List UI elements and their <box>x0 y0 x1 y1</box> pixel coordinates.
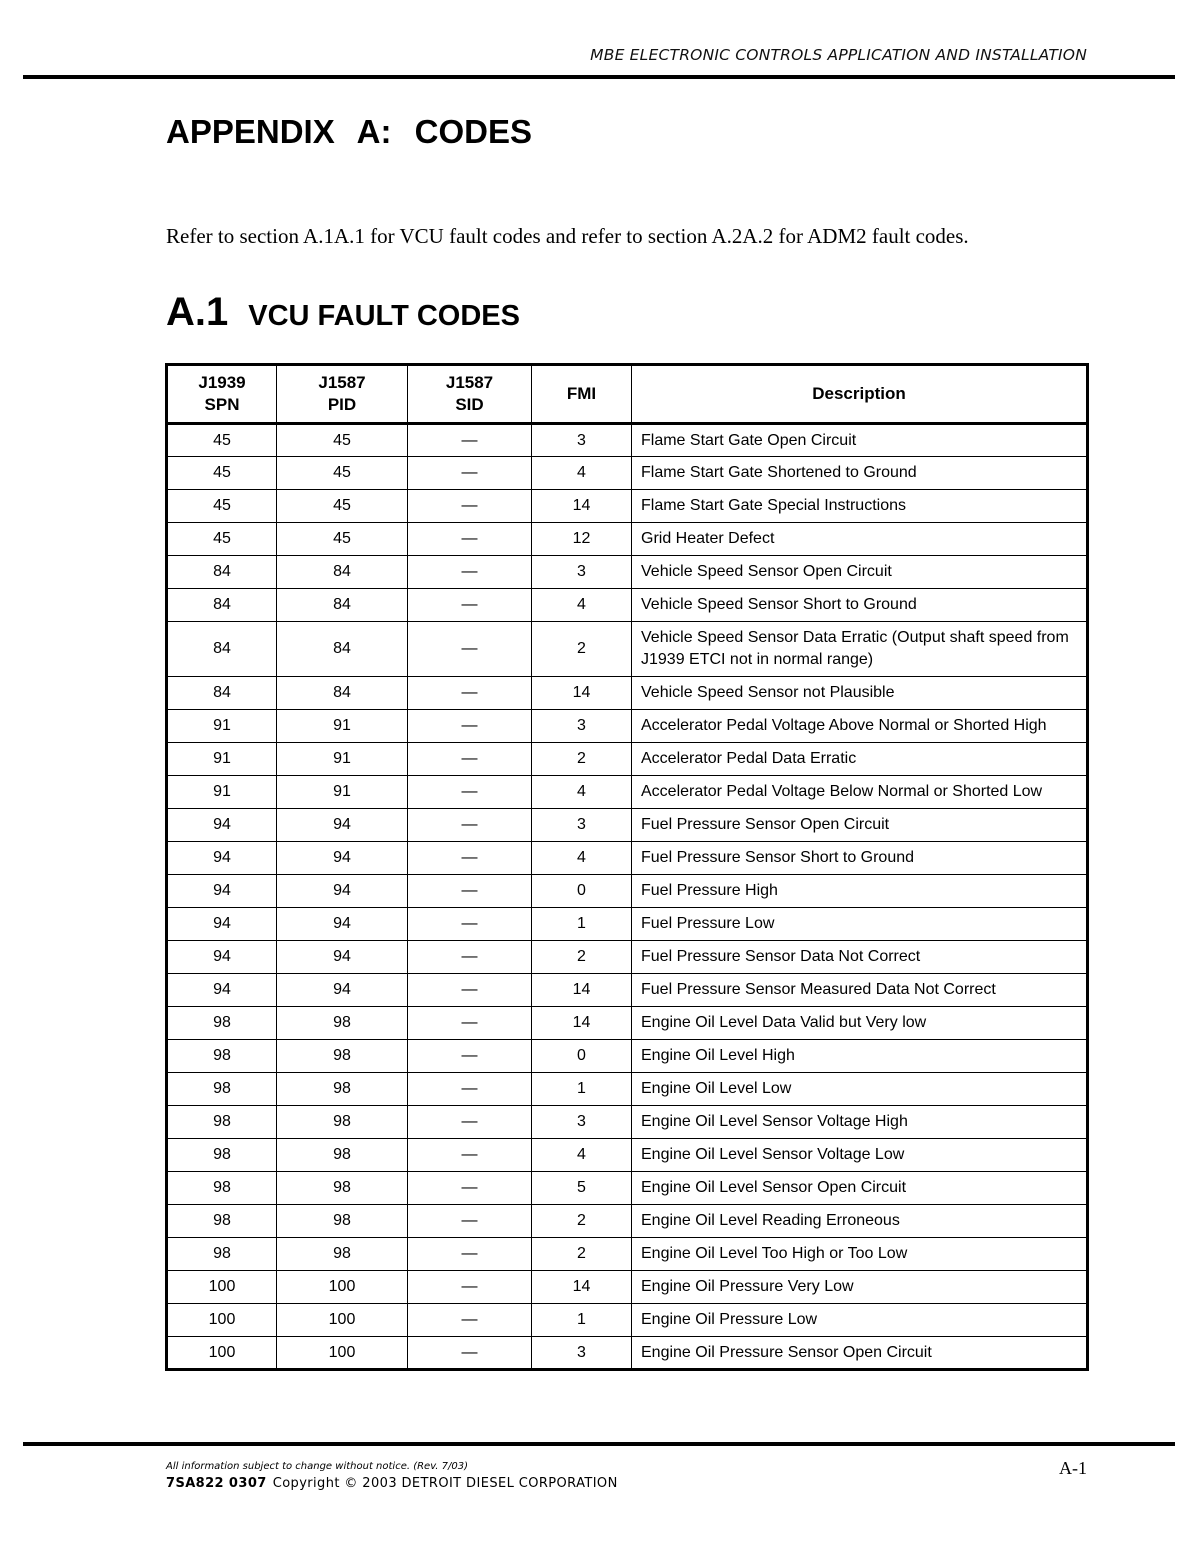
cell-description: Flame Start Gate Shortened to Ground <box>632 457 1088 490</box>
cell-fmi: 3 <box>532 1337 632 1370</box>
cell-j1587-pid: 84 <box>277 677 408 710</box>
table-row <box>167 424 1088 457</box>
cell-j1939-spn: 98 <box>167 1073 277 1106</box>
cell-fmi: 14 <box>532 974 632 1007</box>
cell-fmi: 2 <box>532 622 632 677</box>
cell-j1587-pid: 98 <box>277 1106 408 1139</box>
cell-j1587-pid: 94 <box>277 842 408 875</box>
cell-j1939-spn: 91 <box>167 710 277 743</box>
cell-j1587-sid: — <box>408 677 532 710</box>
cell-j1587-pid: 45 <box>277 424 408 457</box>
cell-j1587-sid: — <box>408 1304 532 1337</box>
appendix-title: APPENDIX A: CODES <box>166 113 532 150</box>
cell-description: Fuel Pressure Sensor Measured Data Not Correct <box>632 974 1088 1007</box>
cell-j1587-pid: 98 <box>277 1205 408 1238</box>
table-row <box>167 842 1088 875</box>
cell-j1587-pid: 45 <box>277 490 408 523</box>
table-row <box>167 710 1088 743</box>
table-row <box>167 875 1088 908</box>
cell-description: Vehicle Speed Sensor not Plausible <box>632 677 1088 710</box>
cell-description: Engine Oil Level Low <box>632 1073 1088 1106</box>
cell-fmi: 2 <box>532 941 632 974</box>
cell-j1587-pid: 94 <box>277 908 408 941</box>
cell-j1587-pid: 91 <box>277 776 408 809</box>
cell-j1587-pid: 94 <box>277 974 408 1007</box>
cell-j1587-sid: — <box>408 743 532 776</box>
intro-paragraph: Refer to section A.1A.1 for VCU fault codes and refer to section A.2A.2 for ADM2 fault codes. <box>166 224 969 248</box>
table-body <box>167 424 1088 1370</box>
cell-j1939-spn: 94 <box>167 974 277 1007</box>
cell-j1587-pid: 91 <box>277 710 408 743</box>
header-j1939-spn: J1939 SPN <box>167 365 277 424</box>
cell-j1939-spn: 94 <box>167 809 277 842</box>
cell-fmi: 4 <box>532 589 632 622</box>
cell-fmi: 4 <box>532 1139 632 1172</box>
cell-fmi: 12 <box>532 523 632 556</box>
table-row <box>167 1337 1088 1370</box>
table-row <box>167 974 1088 1007</box>
cell-j1587-sid: — <box>408 875 532 908</box>
table-row <box>167 1304 1088 1337</box>
footer-notice: All information subject to change without notice. (Rev. 7/03) <box>166 1461 469 1472</box>
cell-fmi: 4 <box>532 776 632 809</box>
page-number: A-1 <box>1059 1458 1087 1478</box>
cell-fmi: 0 <box>532 1040 632 1073</box>
cell-description: Accelerator Pedal Voltage Above Normal or Shorted High <box>632 710 1088 743</box>
cell-j1587-sid: — <box>408 457 532 490</box>
cell-j1587-pid: 45 <box>277 457 408 490</box>
cell-j1939-spn: 94 <box>167 908 277 941</box>
cell-description: Vehicle Speed Sensor Short to Ground <box>632 589 1088 622</box>
table-row <box>167 776 1088 809</box>
cell-j1587-pid: 100 <box>277 1271 408 1304</box>
cell-description: Flame Start Gate Open Circuit <box>632 424 1088 457</box>
cell-j1939-spn: 98 <box>167 1007 277 1040</box>
cell-description: Fuel Pressure Low <box>632 908 1088 941</box>
cell-description: Engine Oil Pressure Sensor Open Circuit <box>632 1337 1088 1370</box>
table-row <box>167 589 1088 622</box>
cell-j1587-pid: 45 <box>277 523 408 556</box>
header-fmi: FMI <box>532 365 632 424</box>
cell-description: Vehicle Speed Sensor Data Erratic (Output shaft speed from J1939 ETCI not in normal range) <box>632 622 1088 677</box>
cell-j1587-pid: 84 <box>277 556 408 589</box>
table-row <box>167 1238 1088 1271</box>
cell-description: Engine Oil Level Sensor Voltage High <box>632 1106 1088 1139</box>
cell-j1587-sid: — <box>408 908 532 941</box>
cell-j1939-spn: 94 <box>167 941 277 974</box>
section-heading <box>166 290 520 335</box>
cell-j1587-pid: 98 <box>277 1007 408 1040</box>
cell-j1587-pid: 94 <box>277 941 408 974</box>
cell-fmi: 3 <box>532 710 632 743</box>
cell-fmi: 4 <box>532 457 632 490</box>
cell-description: Fuel Pressure Sensor Short to Ground <box>632 842 1088 875</box>
copyright-notice: Copyright © 2003 DETROIT DIESEL CORPORATION <box>272 1476 618 1491</box>
cell-description: Accelerator Pedal Voltage Below Normal or Shorted Low <box>632 776 1088 809</box>
table-row <box>167 622 1088 677</box>
cell-j1587-sid: — <box>408 1205 532 1238</box>
cell-fmi: 14 <box>532 677 632 710</box>
cell-j1587-sid: — <box>408 1040 532 1073</box>
cell-j1939-spn: 100 <box>167 1337 277 1370</box>
table-row <box>167 1205 1088 1238</box>
cell-j1939-spn: 100 <box>167 1271 277 1304</box>
table-row <box>167 1040 1088 1073</box>
cell-fmi: 1 <box>532 1304 632 1337</box>
cell-description: Engine Oil Pressure Low <box>632 1304 1088 1337</box>
cell-j1587-sid: — <box>408 974 532 1007</box>
cell-j1587-sid: — <box>408 842 532 875</box>
cell-j1587-pid: 100 <box>277 1304 408 1337</box>
cell-j1939-spn: 94 <box>167 875 277 908</box>
table-row <box>167 941 1088 974</box>
cell-description: Flame Start Gate Special Instructions <box>632 490 1088 523</box>
cell-description: Engine Oil Level Sensor Open Circuit <box>632 1172 1088 1205</box>
cell-description: Engine Oil Level Sensor Voltage Low <box>632 1139 1088 1172</box>
cell-description: Engine Oil Level High <box>632 1040 1088 1073</box>
table-row <box>167 457 1088 490</box>
table-row <box>167 743 1088 776</box>
table-row <box>167 1007 1088 1040</box>
cell-j1587-pid: 98 <box>277 1073 408 1106</box>
cell-description: Grid Heater Defect <box>632 523 1088 556</box>
cell-j1587-sid: — <box>408 941 532 974</box>
cell-j1587-sid: — <box>408 523 532 556</box>
cell-description: Vehicle Speed Sensor Open Circuit <box>632 556 1088 589</box>
cell-j1587-pid: 84 <box>277 589 408 622</box>
header-description: Description <box>632 365 1088 424</box>
cell-j1587-sid: — <box>408 809 532 842</box>
cell-j1939-spn: 98 <box>167 1106 277 1139</box>
cell-fmi: 2 <box>532 743 632 776</box>
cell-j1939-spn: 98 <box>167 1205 277 1238</box>
cell-j1587-pid: 94 <box>277 875 408 908</box>
cell-j1939-spn: 100 <box>167 1304 277 1337</box>
cell-j1587-sid: — <box>408 622 532 677</box>
cell-j1587-pid: 84 <box>277 622 408 677</box>
footer-rule <box>23 1442 1175 1446</box>
cell-j1587-sid: — <box>408 1106 532 1139</box>
cell-description: Engine Oil Level Data Valid but Very low <box>632 1007 1088 1040</box>
cell-j1587-sid: — <box>408 1007 532 1040</box>
cell-j1939-spn: 98 <box>167 1238 277 1271</box>
cell-j1939-spn: 45 <box>167 424 277 457</box>
cell-j1587-sid: — <box>408 490 532 523</box>
cell-fmi: 1 <box>532 908 632 941</box>
table-row <box>167 809 1088 842</box>
cell-description: Fuel Pressure High <box>632 875 1088 908</box>
cell-fmi: 3 <box>532 809 632 842</box>
cell-fmi: 1 <box>532 1073 632 1106</box>
cell-description: Engine Oil Level Too High or Too Low <box>632 1238 1088 1271</box>
table-row <box>167 1139 1088 1172</box>
cell-j1587-sid: — <box>408 424 532 457</box>
cell-description: Accelerator Pedal Data Erratic <box>632 743 1088 776</box>
cell-fmi: 14 <box>532 1007 632 1040</box>
footer-identification <box>166 1476 618 1491</box>
document-number: 7SA822 0307 <box>166 1476 267 1491</box>
cell-fmi: 0 <box>532 875 632 908</box>
cell-j1587-sid: — <box>408 1073 532 1106</box>
table-row <box>167 1172 1088 1205</box>
cell-j1587-pid: 98 <box>277 1172 408 1205</box>
cell-j1939-spn: 91 <box>167 743 277 776</box>
running-header: MBE ELECTRONIC CONTROLS APPLICATION AND INSTALLATION <box>590 46 1087 64</box>
table-row <box>167 677 1088 710</box>
cell-fmi: 2 <box>532 1205 632 1238</box>
cell-j1939-spn: 84 <box>167 556 277 589</box>
cell-j1587-sid: — <box>408 556 532 589</box>
cell-j1587-pid: 100 <box>277 1337 408 1370</box>
table-row <box>167 1106 1088 1139</box>
header-rule <box>23 75 1175 79</box>
cell-j1587-pid: 91 <box>277 743 408 776</box>
cell-j1587-pid: 98 <box>277 1139 408 1172</box>
cell-j1587-sid: — <box>408 1238 532 1271</box>
cell-j1939-spn: 84 <box>167 622 277 677</box>
header-j1587-sid: J1587 SID <box>408 365 532 424</box>
cell-description: Engine Oil Pressure Very Low <box>632 1271 1088 1304</box>
cell-fmi: 14 <box>532 1271 632 1304</box>
cell-j1939-spn: 94 <box>167 842 277 875</box>
header-j1587-pid: J1587 PID <box>277 365 408 424</box>
cell-j1587-sid: — <box>408 589 532 622</box>
table-row <box>167 523 1088 556</box>
vcu-fault-codes-table <box>165 363 1089 1371</box>
cell-j1939-spn: 91 <box>167 776 277 809</box>
section-number: A.1 <box>166 290 229 334</box>
cell-description: Fuel Pressure Sensor Open Circuit <box>632 809 1088 842</box>
cell-j1587-sid: — <box>408 1271 532 1304</box>
cell-fmi: 14 <box>532 490 632 523</box>
cell-description: Engine Oil Level Reading Erroneous <box>632 1205 1088 1238</box>
cell-j1939-spn: 98 <box>167 1040 277 1073</box>
cell-fmi: 3 <box>532 424 632 457</box>
cell-j1939-spn: 45 <box>167 523 277 556</box>
cell-j1939-spn: 45 <box>167 490 277 523</box>
cell-j1587-sid: — <box>408 710 532 743</box>
table-row <box>167 490 1088 523</box>
table-header-row <box>167 365 1088 424</box>
cell-j1939-spn: 84 <box>167 677 277 710</box>
cell-fmi: 3 <box>532 1106 632 1139</box>
cell-j1939-spn: 84 <box>167 589 277 622</box>
cell-j1587-pid: 98 <box>277 1238 408 1271</box>
cell-description: Fuel Pressure Sensor Data Not Correct <box>632 941 1088 974</box>
cell-j1939-spn: 98 <box>167 1139 277 1172</box>
table-row <box>167 1271 1088 1304</box>
cell-j1587-pid: 94 <box>277 809 408 842</box>
cell-fmi: 4 <box>532 842 632 875</box>
cell-j1587-sid: — <box>408 1139 532 1172</box>
cell-j1587-pid: 98 <box>277 1040 408 1073</box>
cell-j1587-sid: — <box>408 1337 532 1370</box>
table-row <box>167 556 1088 589</box>
cell-j1939-spn: 98 <box>167 1172 277 1205</box>
cell-j1587-sid: — <box>408 776 532 809</box>
cell-fmi: 5 <box>532 1172 632 1205</box>
cell-fmi: 2 <box>532 1238 632 1271</box>
section-title: VCU FAULT CODES <box>248 300 520 332</box>
cell-fmi: 3 <box>532 556 632 589</box>
cell-j1587-sid: — <box>408 1172 532 1205</box>
table-row <box>167 908 1088 941</box>
table-row <box>167 1073 1088 1106</box>
cell-j1939-spn: 45 <box>167 457 277 490</box>
